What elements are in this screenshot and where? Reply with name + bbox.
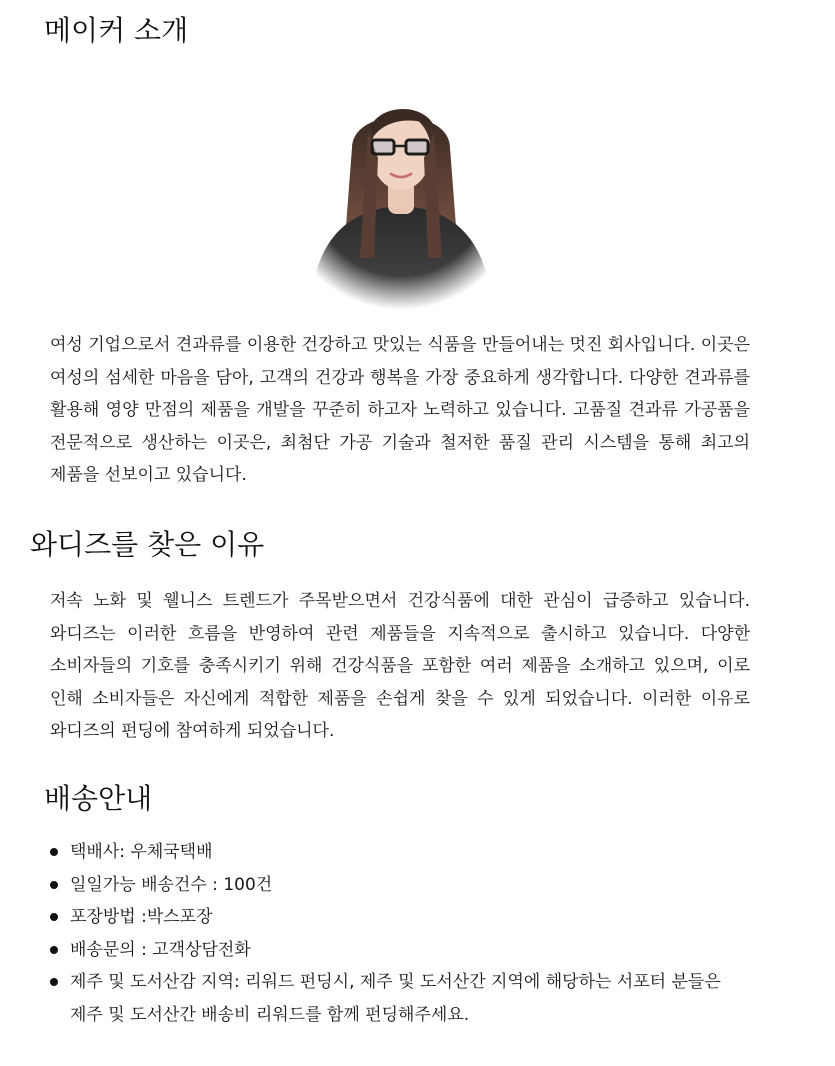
- shipping-item-text: 배송문의 : 고객상담전화: [70, 939, 251, 960]
- bullet-icon: [50, 848, 58, 856]
- shipping-item-text: 제주 및 도서산감 지역: 리워드 펀딩시, 제주 및 도서산간 지역에 해당하는 서포터 분들은 제주 및 도서산간 배송비 리워드를 함께 펀딩해주세요.: [70, 972, 721, 1025]
- shipping-item-courier: [50, 836, 750, 869]
- shipping-item-daily-capacity: [50, 869, 750, 902]
- bullet-icon: [50, 881, 58, 889]
- maker-portrait-image: [290, 88, 512, 310]
- shipping-item-text: 포장방법 :박스포장: [70, 907, 213, 927]
- maker-photo: [290, 88, 512, 310]
- shipping-item-text: 일일가능 배송건수 : 100건: [70, 874, 273, 895]
- maker-description: 여성 기업으로서 견과류를 이용한 건강하고 맛있는 식품을 만들어내는 멋진 회사입니다. 이곳은 여성의 섬세한 마음을 담아, 고객의 건강과 행복을 가장 중요하게 생각합니다. 다양한 견과류를 활용해 영양 만점의 제품을 개발을 꾸준히 하고자 노력하고 있습니다. 고품질 견과류 가공품을 전문적으로 생산하는 이곳은, 최첨단 가공 기술과 철저한 품질 관리 시스템을 통해 최고의 제품을 선보이고 있습니다.: [50, 335, 750, 485]
- shipping-item-text: 택배사: 우체국택배: [70, 842, 213, 862]
- shipping-info-list: [50, 836, 750, 1031]
- bullet-icon: [50, 913, 58, 921]
- shipping-item-packaging: [50, 901, 750, 934]
- reason-heading: 와디즈를 찾은 이유: [30, 528, 265, 561]
- shipping-item-inquiry: [50, 934, 750, 967]
- reason-description: 저속 노화 및 웰니스 트렌드가 주목받으면서 건강식품에 대한 관심이 급증하고 있습니다. 와디즈는 이러한 흐름을 반영하여 관련 제품들을 지속적으로 출시하고 있습니다. 다양한 소비자들의 기호를 충족시키기 위해 건강식품을 포함한 여러 제품을 소개하고 있으며, 이로 인해 소비자들은 자신에게 적합한 제품을 손쉽게 찾을 수 있게 되었습니다. 이러한 이유로 와디즈의 펀딩에 참여하게 되었습니다.: [50, 591, 750, 741]
- bullet-icon: [50, 978, 58, 986]
- bullet-icon: [50, 946, 58, 954]
- shipping-item-jeju-islands: [50, 966, 750, 1031]
- maker-intro-heading: 메이커 소개: [44, 14, 189, 47]
- shipping-heading: 배송안내: [44, 782, 153, 815]
